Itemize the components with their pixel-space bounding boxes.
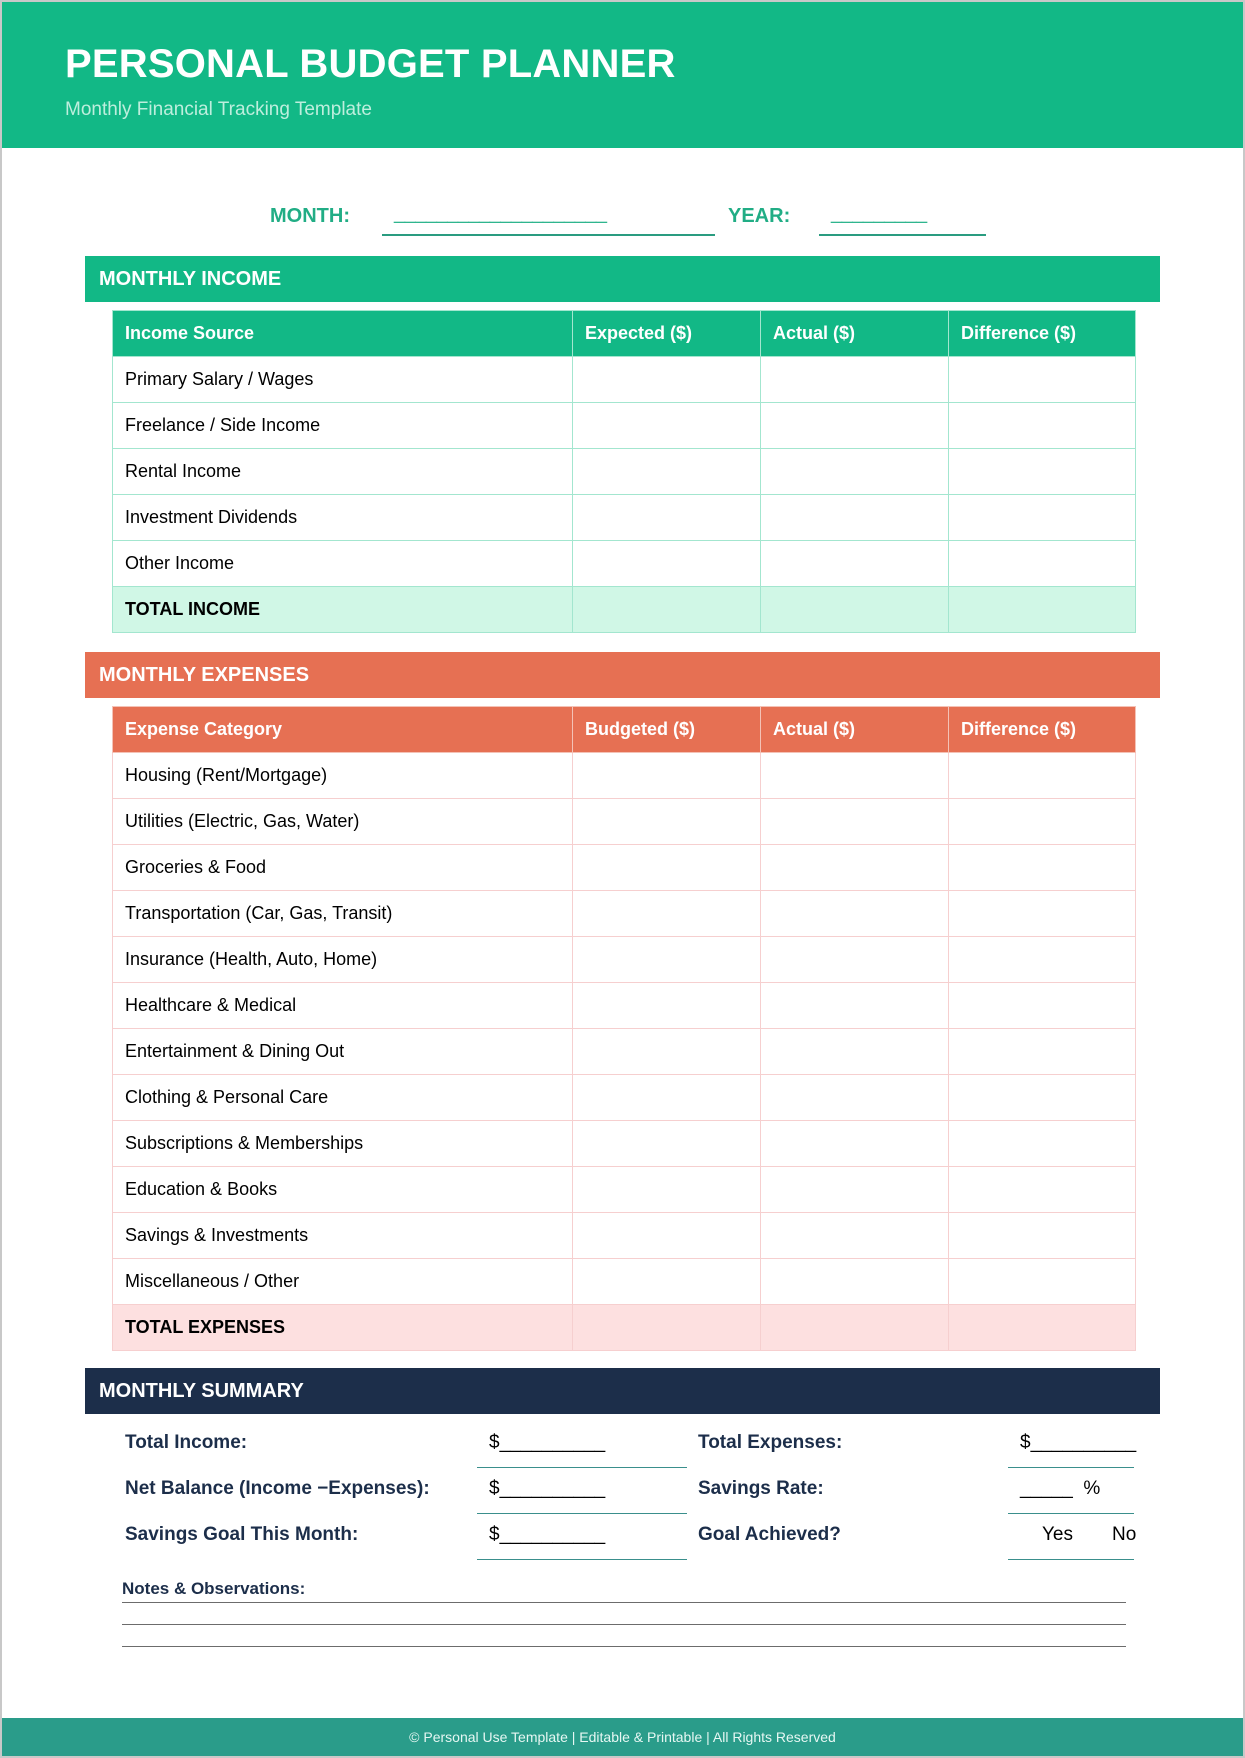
income-source-cell: Primary Salary / Wages <box>113 357 573 403</box>
summary-row <box>2 1422 1243 1468</box>
difference-cell[interactable] <box>949 1213 1136 1259</box>
difference-cell[interactable] <box>949 1167 1136 1213</box>
page-footer: © Personal Use Template | Editable & Printable | All Rights Reserved <box>2 1718 1243 1756</box>
expense-category-cell: Insurance (Health, Auto, Home) <box>113 937 573 983</box>
page-title: PERSONAL BUDGET PLANNER <box>65 42 676 86</box>
actual-cell[interactable] <box>761 357 949 403</box>
actual-cell[interactable] <box>761 753 949 799</box>
difference-cell[interactable] <box>949 983 1136 1029</box>
income-section-header: MONTHLY INCOME <box>85 256 1160 302</box>
table-row <box>113 449 1136 495</box>
expected-cell[interactable] <box>573 495 761 541</box>
difference-cell[interactable] <box>949 753 1136 799</box>
total-expenses-summary-field[interactable] <box>1008 1422 1137 1468</box>
year-label: YEAR: <box>728 205 791 227</box>
goal-achieved-field <box>1008 1514 1137 1560</box>
expected-cell[interactable] <box>573 403 761 449</box>
expected-cell[interactable] <box>573 449 761 495</box>
table-row <box>113 357 1136 403</box>
difference-cell[interactable] <box>949 937 1136 983</box>
expenses-header-row <box>113 707 1136 753</box>
difference-cell[interactable] <box>949 891 1136 937</box>
expense-category-cell: Education & Books <box>113 1167 573 1213</box>
actual-cell[interactable] <box>761 449 949 495</box>
period-fields <box>2 202 1243 238</box>
total-actual-cell[interactable] <box>761 1305 949 1351</box>
total-actual-cell[interactable] <box>761 587 949 633</box>
column-header-actual: Actual ($) <box>761 311 949 357</box>
budgeted-cell[interactable] <box>573 845 761 891</box>
total-difference-cell[interactable] <box>949 1305 1136 1351</box>
expense-category-cell: Clothing & Personal Care <box>113 1075 573 1121</box>
table-row <box>113 845 1136 891</box>
table-row <box>113 1259 1136 1305</box>
total-income-summary-value: $__________ <box>489 1432 606 1453</box>
difference-cell[interactable] <box>949 403 1136 449</box>
savings-rate-value: _____ % <box>1020 1478 1101 1499</box>
actual-cell[interactable] <box>761 495 949 541</box>
total-income-summary-field[interactable] <box>477 1422 687 1468</box>
table-row <box>113 937 1136 983</box>
actual-cell[interactable] <box>761 1029 949 1075</box>
expense-category-cell: Subscriptions & Memberships <box>113 1121 573 1167</box>
table-row <box>113 1029 1136 1075</box>
summary-section-header: MONTHLY SUMMARY <box>85 1368 1160 1414</box>
column-header-actual: Actual ($) <box>761 707 949 753</box>
expected-cell[interactable] <box>573 357 761 403</box>
total-expected-cell[interactable] <box>573 587 761 633</box>
table-row <box>113 1213 1136 1259</box>
budgeted-cell[interactable] <box>573 891 761 937</box>
total-expenses-summary-value: $__________ <box>1020 1432 1137 1453</box>
total-expenses-row <box>113 1305 1136 1351</box>
income-source-cell: Other Income <box>113 541 573 587</box>
table-row <box>113 799 1136 845</box>
income-header-row <box>113 311 1136 357</box>
month-value: ____________________ <box>394 202 607 224</box>
actual-cell[interactable] <box>761 799 949 845</box>
page-subtitle: Monthly Financial Tracking Template <box>65 99 372 120</box>
savings-goal-field[interactable] <box>477 1514 687 1560</box>
actual-cell[interactable] <box>761 1213 949 1259</box>
total-income-row <box>113 587 1136 633</box>
expected-cell[interactable] <box>573 541 761 587</box>
expense-category-cell: Utilities (Electric, Gas, Water) <box>113 799 573 845</box>
summary-row <box>2 1468 1243 1514</box>
difference-cell[interactable] <box>949 1259 1136 1305</box>
page-header <box>2 2 1243 148</box>
budgeted-cell[interactable] <box>573 799 761 845</box>
budgeted-cell[interactable] <box>573 1259 761 1305</box>
column-header-difference: Difference ($) <box>949 707 1136 753</box>
table-row <box>113 403 1136 449</box>
expense-category-cell: Healthcare & Medical <box>113 983 573 1029</box>
expense-category-cell: Transportation (Car, Gas, Transit) <box>113 891 573 937</box>
table-row <box>113 1167 1136 1213</box>
income-source-cell: Rental Income <box>113 449 573 495</box>
actual-cell[interactable] <box>761 541 949 587</box>
total-income-summary-label: Total Income: <box>125 1432 248 1453</box>
column-header-income-source: Income Source <box>113 311 573 357</box>
budgeted-cell[interactable] <box>573 1121 761 1167</box>
table-row <box>113 495 1136 541</box>
column-header-budgeted: Budgeted ($) <box>573 707 761 753</box>
notes-line[interactable] <box>122 1646 1126 1647</box>
expenses-section-header: MONTHLY EXPENSES <box>85 652 1160 698</box>
total-budgeted-cell[interactable] <box>573 1305 761 1351</box>
table-row <box>113 1075 1136 1121</box>
table-row <box>113 541 1136 587</box>
expense-category-cell: Groceries & Food <box>113 845 573 891</box>
actual-cell[interactable] <box>761 1075 949 1121</box>
net-balance-value: $__________ <box>489 1478 606 1499</box>
difference-cell[interactable] <box>949 799 1136 845</box>
total-expenses-label: TOTAL EXPENSES <box>113 1305 573 1351</box>
goal-yes-option[interactable]: Yes <box>1042 1524 1073 1545</box>
column-header-expense-category: Expense Category <box>113 707 573 753</box>
net-balance-label: Net Balance (Income −Expenses): <box>125 1478 430 1499</box>
income-table <box>112 310 1136 633</box>
month-field[interactable] <box>382 202 715 236</box>
goal-no-option[interactable]: No <box>1112 1524 1137 1545</box>
difference-cell[interactable] <box>949 449 1136 495</box>
column-header-difference: Difference ($) <box>949 311 1136 357</box>
expenses-table <box>112 706 1136 1351</box>
table-row <box>113 891 1136 937</box>
budgeted-cell[interactable] <box>573 1075 761 1121</box>
budgeted-cell[interactable] <box>573 937 761 983</box>
actual-cell[interactable] <box>761 845 949 891</box>
year-field[interactable] <box>819 202 986 236</box>
budgeted-cell[interactable] <box>573 983 761 1029</box>
budgeted-cell[interactable] <box>573 753 761 799</box>
total-income-label: TOTAL INCOME <box>113 587 573 633</box>
actual-cell[interactable] <box>761 403 949 449</box>
notes-label: Notes & Observations: <box>122 1579 306 1598</box>
difference-cell[interactable] <box>949 1075 1136 1121</box>
savings-rate-label: Savings Rate: <box>698 1478 824 1499</box>
difference-cell[interactable] <box>949 1029 1136 1075</box>
total-difference-cell[interactable] <box>949 587 1136 633</box>
expense-category-cell: Entertainment & Dining Out <box>113 1029 573 1075</box>
difference-cell[interactable] <box>949 845 1136 891</box>
actual-cell[interactable] <box>761 1121 949 1167</box>
summary-row <box>2 1514 1243 1560</box>
column-header-expected: Expected ($) <box>573 311 761 357</box>
month-label: MONTH: <box>270 205 350 227</box>
difference-cell[interactable] <box>949 357 1136 403</box>
income-source-cell: Investment Dividends <box>113 495 573 541</box>
notes-line[interactable] <box>122 1602 1126 1603</box>
actual-cell[interactable] <box>761 1167 949 1213</box>
actual-cell[interactable] <box>761 937 949 983</box>
budgeted-cell[interactable] <box>573 1029 761 1075</box>
year-value: _________ <box>831 202 927 224</box>
table-row <box>113 1121 1136 1167</box>
actual-cell[interactable] <box>761 891 949 937</box>
budgeted-cell[interactable] <box>573 1167 761 1213</box>
table-row <box>113 983 1136 1029</box>
income-source-cell: Freelance / Side Income <box>113 403 573 449</box>
difference-cell[interactable] <box>949 541 1136 587</box>
savings-goal-value: $__________ <box>489 1524 606 1545</box>
expense-category-cell: Savings & Investments <box>113 1213 573 1259</box>
expense-category-cell: Housing (Rent/Mortgage) <box>113 753 573 799</box>
net-balance-field[interactable] <box>477 1468 687 1514</box>
total-expenses-summary-label: Total Expenses: <box>698 1432 843 1453</box>
goal-achieved-label: Goal Achieved? <box>698 1524 841 1545</box>
savings-goal-label: Savings Goal This Month: <box>125 1524 359 1545</box>
actual-cell[interactable] <box>761 1259 949 1305</box>
notes-line[interactable] <box>122 1624 1126 1625</box>
table-row <box>113 753 1136 799</box>
budgeted-cell[interactable] <box>573 1213 761 1259</box>
difference-cell[interactable] <box>949 1121 1136 1167</box>
difference-cell[interactable] <box>949 495 1136 541</box>
actual-cell[interactable] <box>761 983 949 1029</box>
expense-category-cell: Miscellaneous / Other <box>113 1259 573 1305</box>
savings-rate-field[interactable] <box>1008 1468 1134 1514</box>
